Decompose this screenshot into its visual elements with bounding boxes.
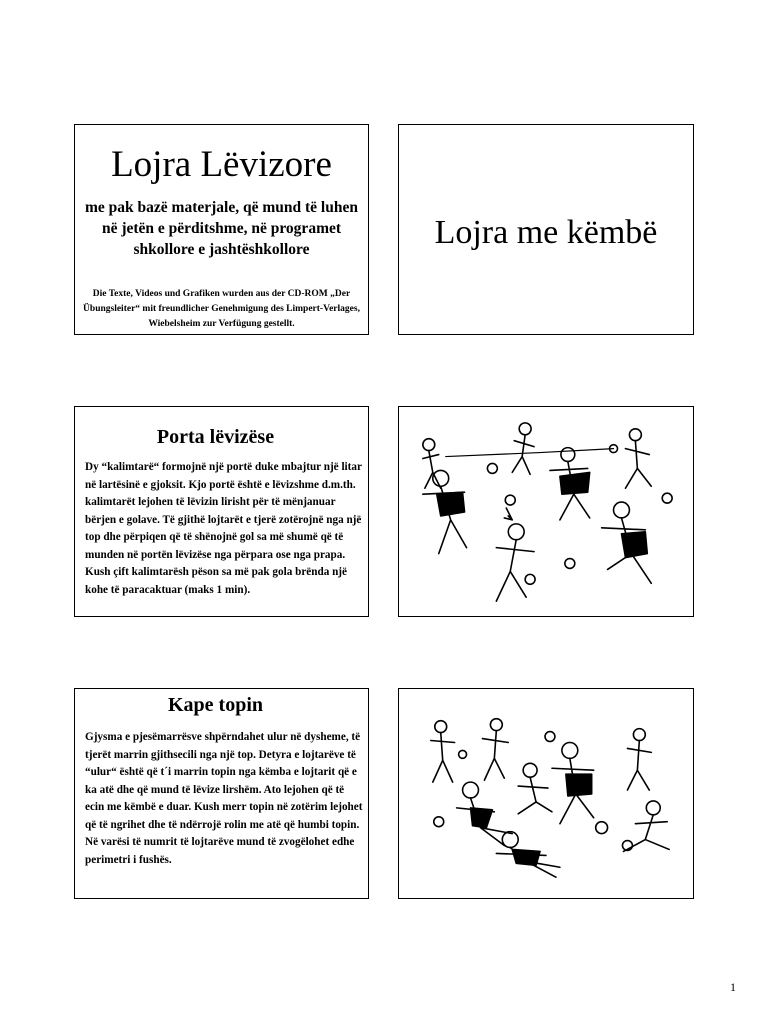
slide-illustration-kape bbox=[398, 688, 694, 899]
game-description: Gjysma e pjesëmarrësve shpërndahet ulur në dysheme, të tjerët marrin gjithsecili nga një top. Detyra e lojtarëve të “ulur“ është që t´i marrin topin nga këmba e lojtarit që e ka atë dhe që mund të lëvize lirshëm. Ato lejohen që të ecin me këmbë e duar. Kush merr topin në zotërim lejohet që të ngrihet dhe të ndërrojë rolin me atë që humbi topin. Në varësi të numrit të lojtarëve mund të zvogëlohet edhe perimetri i fushës. bbox=[85, 731, 363, 866]
game-heading: Kape topin bbox=[167, 694, 264, 716]
game-description: Dy “kalimtarë“ formojnë një portë duke mbajtur një litar në lartësinë e gjoksit. Kjo portë është e lëvizshme d.m.th. kalimtarët lejohen të lëvizin lirisht për të mënjanuar bërjen e golave. Të gjithë lojtarët e tjerë zotërojnë nga një top dhe përpiqen që të shënojnë gol sa më shumë që të munden në portën lëvizëse nga përpara ose nga prapa. Kush çift kalimtarësh pëson sa më pak gola brënda një kohe të paracaktuar (maks 1 min). bbox=[85, 461, 362, 596]
slide-credit: Die Texte, Videos und Grafiken wurden aus der CD-ROM „Der Übungsleiter“ mit freundlicher Genehmigung des Limpert-Verlages, Wiebelsheim zur Verfügung gestellt. bbox=[83, 289, 360, 329]
slide-porta-levizese bbox=[74, 406, 369, 617]
slide-kape-topin bbox=[74, 688, 369, 899]
slide-title-heading: Lojra Lëvizore bbox=[111, 144, 332, 185]
section-title: Lojra me këmbë bbox=[434, 214, 658, 251]
slide-section-title bbox=[398, 124, 694, 335]
slide-title bbox=[74, 124, 369, 335]
slide-subtitle: me pak bazë materjale, që mund të luhen në jetën e përditshme, në programet shkollore e jashtëshkollore bbox=[85, 199, 358, 258]
slide-illustration-porta bbox=[398, 406, 694, 617]
page-number: 1 bbox=[730, 980, 736, 994]
players-sitting-illustration bbox=[401, 691, 691, 896]
players-rope-illustration bbox=[401, 409, 691, 614]
game-heading: Porta lëvizëse bbox=[156, 426, 275, 448]
